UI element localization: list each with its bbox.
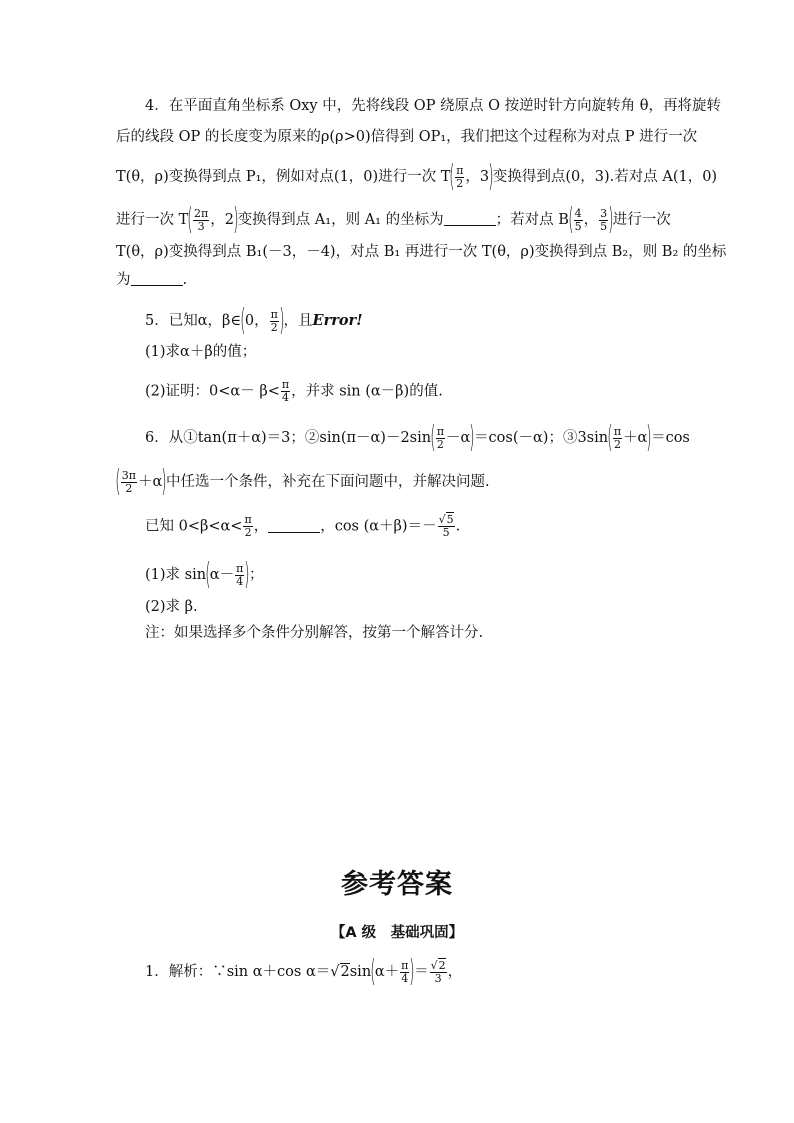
q4-line-1: 4．在平面直角坐标系 Oxy 中，先将线段 OP 绕原点 O 按逆时针方向旋转角 θ，再将旋转 xyxy=(145,98,722,114)
numerator: 3 xyxy=(600,206,608,220)
denominator: 3 xyxy=(434,971,442,985)
q6-line-6: 注：如果选择多个条件分别解答，按第一个解答计分. xyxy=(145,625,484,641)
numerator: π xyxy=(281,378,290,391)
denominator: 2 xyxy=(270,320,278,334)
fraction xyxy=(400,960,409,985)
sqrt: √2 xyxy=(330,964,350,980)
numerator: π xyxy=(401,958,409,972)
q4-line-4: 进行一次 T( $\frac{2\pi}{3}$ ，2)变换得到点 A₁，则 A₁ 的坐标为 ；若对点 B( $\frac{4}{5}$ ， $\frac{3}{5}$ )进行一次 xyxy=(116,202,671,237)
fraction xyxy=(438,514,455,539)
q5-line-1: 5．已知α，β∈(0， $\frac{\pi}{2}$ )，且Error! xyxy=(145,303,363,338)
numerator: π xyxy=(456,163,464,177)
denominator: 4 xyxy=(401,971,409,985)
right-paren: ) xyxy=(608,202,614,237)
right-paren: ) xyxy=(244,557,250,592)
fraction xyxy=(281,379,290,404)
right-paren: ) xyxy=(233,202,239,237)
numerator: π xyxy=(436,424,445,438)
fraction xyxy=(193,208,209,233)
left-paren: ( xyxy=(115,464,121,499)
q6-line-5: (2)求 β. xyxy=(145,599,198,615)
q4-line-5: T(θ，ρ)变换得到点 B₁(－3，－4)，对点 B₁ 再进行一次 T(θ，ρ)变换得到点 B₂，则 B₂ 的坐标 xyxy=(116,244,727,260)
left-paren: ( xyxy=(430,420,436,455)
fraction xyxy=(243,514,252,539)
left-paren: ( xyxy=(568,202,574,237)
left-paren: ( xyxy=(370,954,376,989)
numerator: π xyxy=(613,424,622,438)
left-paren: ( xyxy=(449,159,455,194)
answer-blank[interactable] xyxy=(131,271,183,286)
fraction xyxy=(430,960,447,985)
fraction xyxy=(235,563,244,588)
denominator: 2 xyxy=(436,437,444,451)
right-paren: ) xyxy=(646,420,652,455)
answer-blank[interactable] xyxy=(444,211,496,226)
radicand: 5 xyxy=(446,513,454,526)
denominator: 2 xyxy=(125,481,133,495)
fraction xyxy=(613,426,622,451)
q4-line-3: T(θ，ρ)变换得到点 P₁，例如对点(1，0)进行一次 T( $\frac{\pi}{2}$ ，3)变换得到点(0，3).若对点 A(1，0) xyxy=(116,159,718,194)
sqrt: √2 xyxy=(430,958,446,972)
q4-line-6: 为 . xyxy=(116,272,188,288)
numerator: π xyxy=(270,307,278,321)
q6-line-2: ( $\frac{3\pi}{2}$ ＋α)中任选一个条件，补充在下面问题中，并解决问题. xyxy=(115,464,490,499)
radicand: 2 xyxy=(438,958,446,972)
right-paren: ) xyxy=(409,954,415,989)
radicand: 2 xyxy=(340,964,350,980)
left-paren: ( xyxy=(205,557,211,592)
right-paren: ) xyxy=(279,303,285,338)
fraction xyxy=(455,165,464,190)
left-paren: ( xyxy=(240,303,246,338)
denominator: 2 xyxy=(456,176,464,190)
left-paren: ( xyxy=(187,202,193,237)
numerator: π xyxy=(236,561,244,575)
denominator: 2 xyxy=(613,437,621,451)
fraction xyxy=(270,309,279,334)
numerator: 3π xyxy=(121,468,136,482)
level-heading: 【A 级 基础巩固】 xyxy=(330,925,464,941)
q5-line-3: (2)证明：0<α－ β< $\frac{\pi}{4}$ ，并求 sin (α－β)的值. xyxy=(145,378,443,404)
denominator: 5 xyxy=(574,219,582,233)
q5-line-2: (1)求α＋β的值； xyxy=(145,344,257,360)
error-text: Error! xyxy=(312,312,363,329)
numerator: 4 xyxy=(574,206,582,220)
answer-line-1: 1．解析：∵sin α＋cos α＝√2sin(α＋ $\frac{\pi}{4}$ )＝ $\frac{√2}{3}$ ， xyxy=(145,954,463,989)
fraction xyxy=(121,470,137,495)
fraction xyxy=(574,208,583,233)
numerator: π xyxy=(244,513,252,526)
numerator: 2π xyxy=(194,206,209,220)
q6-line-4: (1)求 sin(α－ $\frac{\pi}{4}$ )； xyxy=(145,557,264,592)
fraction xyxy=(599,208,608,233)
q6-line-1: 6．从①tan(π＋α)＝3；②sin(π－α)－2sin( $\frac{\pi}{2}$ －α)＝cos(－α)；③3sin( $\frac{\pi}{2}$ ＋α)＝cos xyxy=(145,420,690,455)
sqrt: √5 xyxy=(438,513,454,526)
numerator xyxy=(430,960,447,973)
left-paren: ( xyxy=(607,420,613,455)
denominator: 4 xyxy=(281,391,289,404)
answer-blank[interactable] xyxy=(268,518,320,533)
denominator: 5 xyxy=(600,219,608,233)
answers-heading: 参考答案 xyxy=(341,869,453,900)
fraction xyxy=(436,426,445,451)
right-paren: ) xyxy=(161,464,167,499)
denominator: 2 xyxy=(244,526,252,539)
right-paren: ) xyxy=(469,420,475,455)
denominator: 5 xyxy=(442,526,450,539)
q4-line-2: 后的线段 OP 的长度变为原来的ρ(ρ>0)倍得到 OP₁，我们把这个过程称为对点 P 进行一次 xyxy=(116,129,698,145)
denominator: 3 xyxy=(197,219,205,233)
denominator: 4 xyxy=(236,574,244,588)
q6-line-3: 已知 0<β<α< $\frac{\pi}{2}$ ， ，cos (α＋β)＝－ $\frac{√5}{5}$ . xyxy=(145,513,461,539)
right-paren: ) xyxy=(488,159,494,194)
